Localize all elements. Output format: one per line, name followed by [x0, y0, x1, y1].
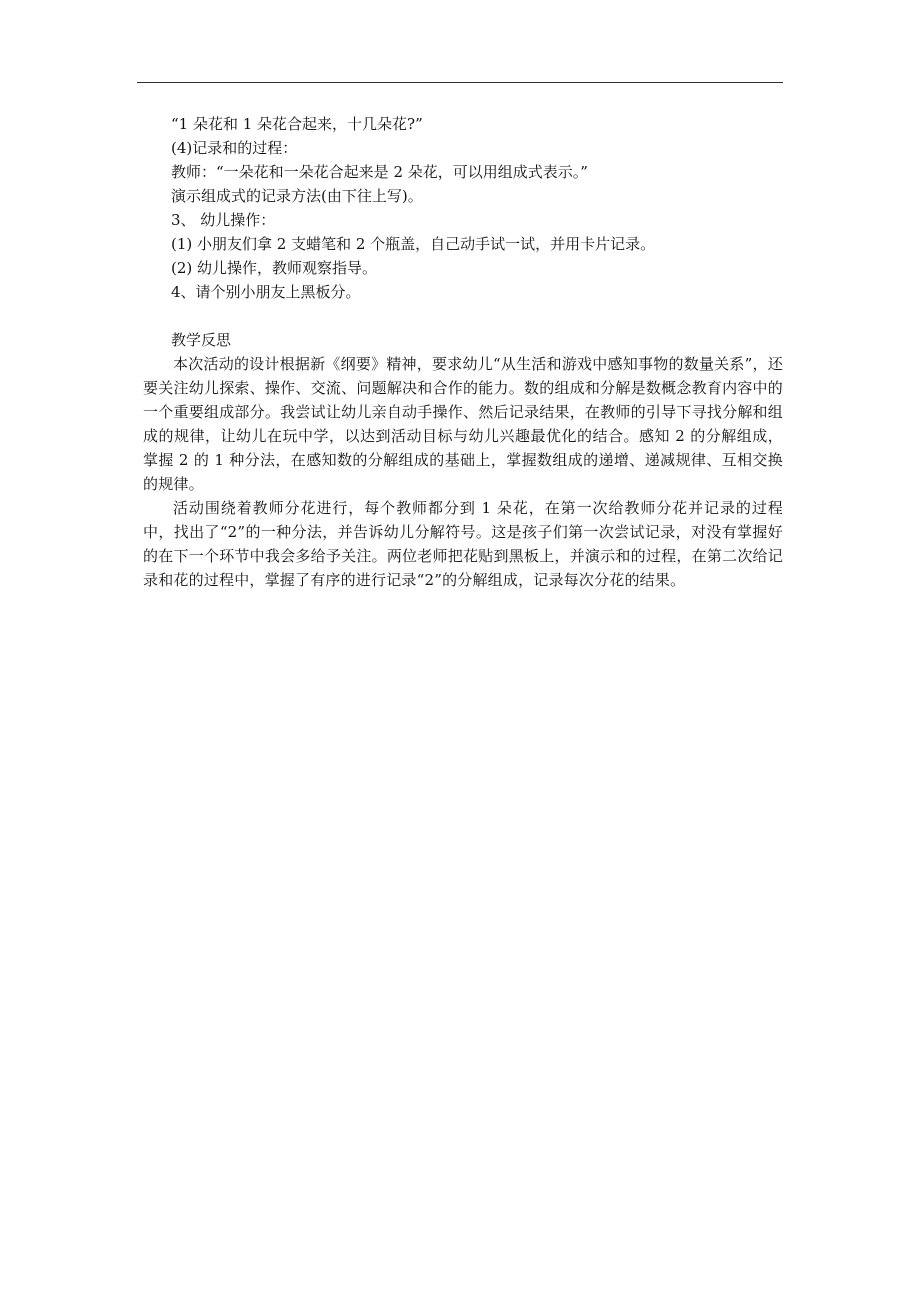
reflection-paragraph-2: 活动围绕着教师分花进行，每个教师都分到 1 朵花，在第一次给教师分花并记录的过程中，找出了“2”的一种分法，并告诉幼儿分解符号。这是孩子们第一次尝试记录，对没有掌握好的在下一个环节中我会多给予关注。两位老师把花贴到黑板上，并演示和的过程，在第二次给记录和花的过程中，掌握了有序的进行记录“2”的分解组成，记录每次分花的结果。: [143, 499, 783, 589]
substep-2: (2) 幼儿操作，教师观察指导。: [171, 259, 378, 277]
document-body: [143, 112, 783, 592]
reflection-paragraph-1: 本次活动的设计根据新《纲要》精神，要求幼儿“从生活和游戏中感知事物的数量关系”，还要关注幼儿探索、操作、交流、问题解决和合作的能力。数的组成和分解是数概念教育内容中的一个重要组成部分。我尝试让幼儿亲自动手操作、然后记录结果，在教师的引导下寻找分解和组成的规律，让幼儿在玩中学，以达到活动目标与幼儿兴趣最优化的结合。感知 2 的分解组成，掌握 2 的 1 种分法，在感知数的分解组成的基础上，掌握数组成的递增、递减规律、互相交换的规律。: [143, 355, 783, 493]
demo-method: 演示组成式的记录方法(由下往上写)。: [171, 187, 423, 205]
question-line: “1 朵花和 1 朵花合起来，十几朵花?”: [171, 115, 423, 133]
step-4: 4、请个别小朋友上黑板分。: [171, 283, 361, 301]
reflection-heading: 教学反思: [171, 331, 232, 349]
teacher-speech: 教师：“一朵花和一朵花合起来是 2 朵花，可以用组成式表示。”: [171, 163, 588, 181]
header-rule: [137, 82, 783, 83]
blank-line: [143, 304, 783, 328]
step-3-heading: 3、 幼儿操作：: [171, 211, 276, 229]
reflection-text: [143, 352, 783, 592]
step-record-sum: (4)记录和的过程：: [171, 139, 298, 157]
substep-1: (1) 小朋友们拿 2 支蜡笔和 2 个瓶盖，自己动手试一试，并用卡片记录。: [171, 235, 656, 253]
